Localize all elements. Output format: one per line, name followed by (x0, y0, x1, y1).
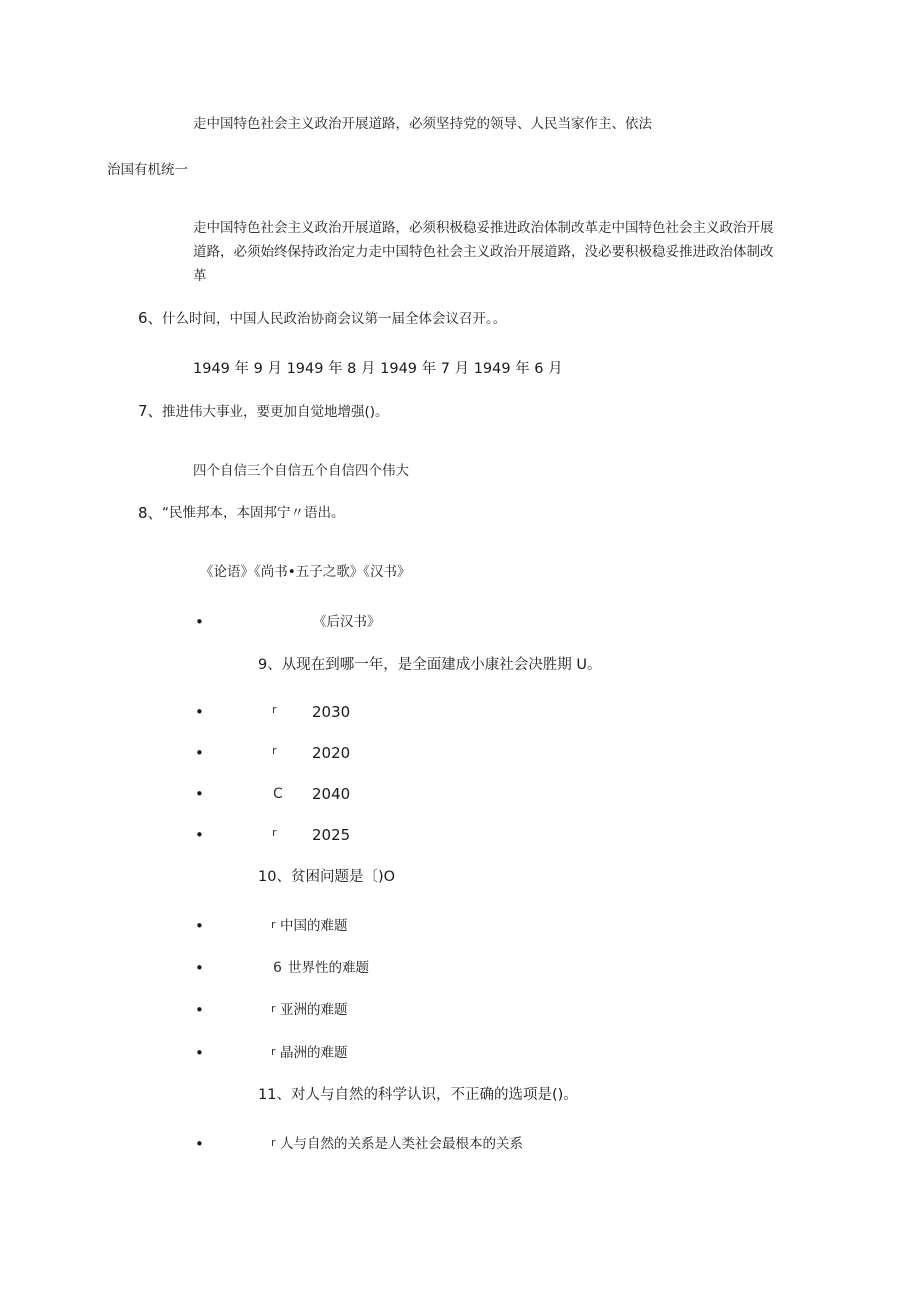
radio-mark[interactable]: r (271, 1002, 276, 1015)
radio-mark[interactable]: r (271, 918, 276, 931)
radio-mark[interactable]: r (271, 1136, 276, 1149)
bullet: • (195, 785, 204, 803)
q7-question: 推进伟大事业，要更加自觉地增强()。 (162, 404, 389, 420)
q5-options-rest: 走中国特色社会主义政治开展道路，必须积极稳妥推进政治体制改革走中国特色社会主义政治开展道路，必须始终保持政治定力走中国特色社会主义政治开展道路，没必要积极稳妥推进政治体制改革 (193, 220, 774, 284)
q10-option: 晶洲的难题 (280, 1045, 348, 1061)
bullet: • (195, 613, 204, 631)
q9-option: 2030 (312, 703, 351, 721)
bullet: • (195, 1044, 204, 1062)
radio-mark[interactable]: C (273, 786, 283, 802)
bullet: • (195, 959, 204, 977)
q8-number: 8、 (138, 504, 163, 522)
q11-question: 11、对人与自然的科学认识，不正确的选项是()。 (258, 1087, 578, 1103)
q8-options: 《论语》《尚书•五子之歌》《汉书》 (200, 564, 411, 580)
q11-option: 人与自然的关系是人类社会最根本的关系 (280, 1136, 523, 1152)
q5-option-line2: 治国有机统一 (107, 162, 188, 178)
q10-question: 10、贫困问题是〔)O (258, 869, 396, 885)
radio-mark[interactable]: 6 (273, 960, 282, 976)
radio-mark[interactable]: r (272, 744, 277, 757)
q6-number: 6、 (138, 309, 163, 327)
q9-option: 2025 (312, 826, 351, 844)
q6-options: 1949 年 9 月 1949 年 8 月 1949 年 7 月 1949 年 6 月 (193, 361, 563, 377)
q8-question: “民惟邦本，本固邦宁〃语出。 (162, 505, 345, 521)
radio-mark[interactable]: r (271, 1045, 276, 1058)
radio-mark[interactable]: r (272, 703, 277, 716)
bullet: • (195, 826, 204, 844)
bullet: • (195, 703, 204, 721)
q8-option-last: 《后汉书》 (313, 614, 381, 630)
q9-option: 2020 (312, 744, 351, 762)
q10-option: 世界性的难题 (288, 960, 369, 976)
q9-option: 2040 (312, 785, 351, 803)
q6-question: 什么时间，中国人民政治协商会议第一届全体会议召开。。 (162, 311, 507, 327)
q10-option: 中国的难题 (280, 918, 348, 934)
bullet: • (195, 917, 204, 935)
q9-question: 9、从现在到哪一年，是全面建成小康社会决胜期 U。 (258, 657, 602, 673)
q7-options: 四个自信三个自信五个自信四个伟大 (193, 463, 409, 479)
q7-number: 7、 (138, 402, 163, 420)
q5-option-line1: 走中国特色社会主义政治开展道路，必须坚持党的领导、人民当家作主、依法 (193, 116, 652, 132)
radio-mark[interactable]: r (272, 826, 277, 839)
bullet: • (195, 1001, 204, 1019)
bullet: • (195, 744, 204, 762)
bullet: • (195, 1135, 204, 1153)
q10-option: 亚洲的难题 (280, 1002, 348, 1018)
